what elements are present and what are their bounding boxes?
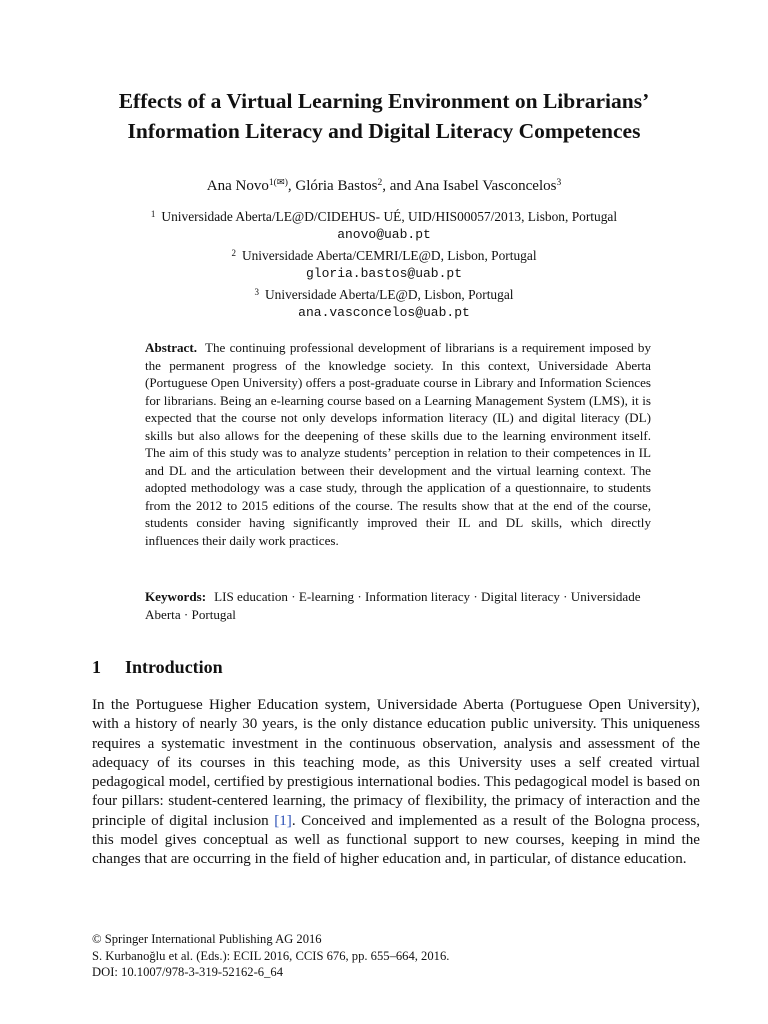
keywords-text: LIS education · E-learning · Information literacy · Digital literacy · Universidade Aberta · Portugal (145, 589, 641, 622)
author-list (60, 172, 708, 197)
author-name: Ana Isabel Vasconcelos (414, 178, 557, 194)
affiliation-line (60, 205, 708, 226)
affiliation-email[interactable]: ana.vasconcelos@uab.pt (298, 305, 470, 320)
abstract (145, 339, 651, 549)
affiliation-number: 1 (150, 209, 156, 219)
section-heading (92, 655, 223, 679)
doi[interactable]: DOI: 10.1007/978-3-319-52162-6_64 (92, 965, 283, 979)
affiliation-text: Universidade Aberta/LE@D, Lisbon, Portugal (265, 287, 514, 302)
author-separator: , (287, 178, 296, 194)
paper-title (60, 86, 708, 146)
title-line-2: Information Literacy and Digital Literacy Competences (127, 119, 641, 143)
author-name: Glória Bastos (295, 178, 378, 194)
affiliations (60, 205, 708, 322)
introduction-paragraph (92, 696, 700, 870)
affiliation-number: 3 (254, 287, 259, 297)
citation-info: S. Kurbanoğlu et al. (Eds.): ECIL 2016, CCIS 676, pp. 655–664, 2016. (92, 948, 450, 963)
section-number: 1 (92, 657, 101, 677)
section-title: Introduction (125, 657, 223, 677)
paragraph-text: In the Portuguese Higher Education system, Universidade Aberta (Portuguese Open University), with a history of nearly 30 years, is the only distance education public university. This uniqueness requires a systematic investment in the continuous observation, analysis and assessment of the adequacy of its courses in this teaching mode, as this University uses a self created virtual pedagogical model, certified by prestigious international bodies. This pedagogical model is based on four pillars: student-centered learning, the primacy of flexibility, the primacy of interaction and the principle of digital inclusion (92, 697, 700, 829)
affiliation-email[interactable]: anovo@uab.pt (337, 227, 431, 242)
affiliation-text: Universidade Aberta/CEMRI/LE@D, Lisbon, Portugal (241, 248, 537, 263)
author-affiliation-mark: 1(✉) (268, 178, 288, 188)
affiliation-line (60, 244, 708, 265)
abstract-text: The continuing professional development of librarians is a requirement imposed by the permanent progress of the knowledge society. In this context, Universidade Aberta (Portuguese Open University) offers a post-graduate course in Library and Information Sciences for librarians. Being an e-learning course based on a Learning Management System (LMS), it is expected that the course not only develops information literacy (IL) and digital literacy (DL) skills but also allows for the deepening of these skills due to the learning environment itself. The aim of this study was to analyze students’ perception in relation to their competences in IL and DL and the articulation between their development and the virtual learning context. The adopted methodology was a case study, through the application of a questionnaire, to students from the 2012 to 2015 editions of the course. The results show that at the end of the course, students consider having significantly improved their IL and DL skills, which directly influences their daily work practices. (145, 340, 651, 548)
paragraph-text: . Conceived and implemented as a result of the Bologna process, this model gives conceptual as well as functional support to new courses, keeping in mind the changes that are occurring in the field of higher education and, in particular, of distance education. (92, 812, 700, 868)
footer-notes (92, 931, 449, 981)
title-line-1: Effects of a Virtual Learning Environment on Librarians’ (118, 89, 650, 113)
keywords-label: Keywords: (145, 589, 207, 604)
affiliation-line (60, 283, 708, 304)
author-separator: , and (382, 178, 415, 194)
affiliation-email[interactable]: gloria.bastos@uab.pt (305, 266, 463, 281)
copyright-notice: © Springer International Publishing AG 2016 (92, 932, 322, 946)
author-affiliation-mark: 2 (377, 178, 383, 188)
citation-link[interactable]: [1] (274, 812, 292, 829)
author-affiliation-mark: 3 (556, 178, 562, 188)
keywords (145, 588, 651, 623)
author-name: Ana Novo (206, 178, 269, 194)
abstract-label: Abstract. (145, 340, 197, 355)
affiliation-text: Universidade Aberta/LE@D/CIDEHUS- UÉ, UID/HIS00057/2013, Lisbon, Portugal (161, 209, 618, 224)
affiliation-number: 2 (231, 248, 236, 258)
